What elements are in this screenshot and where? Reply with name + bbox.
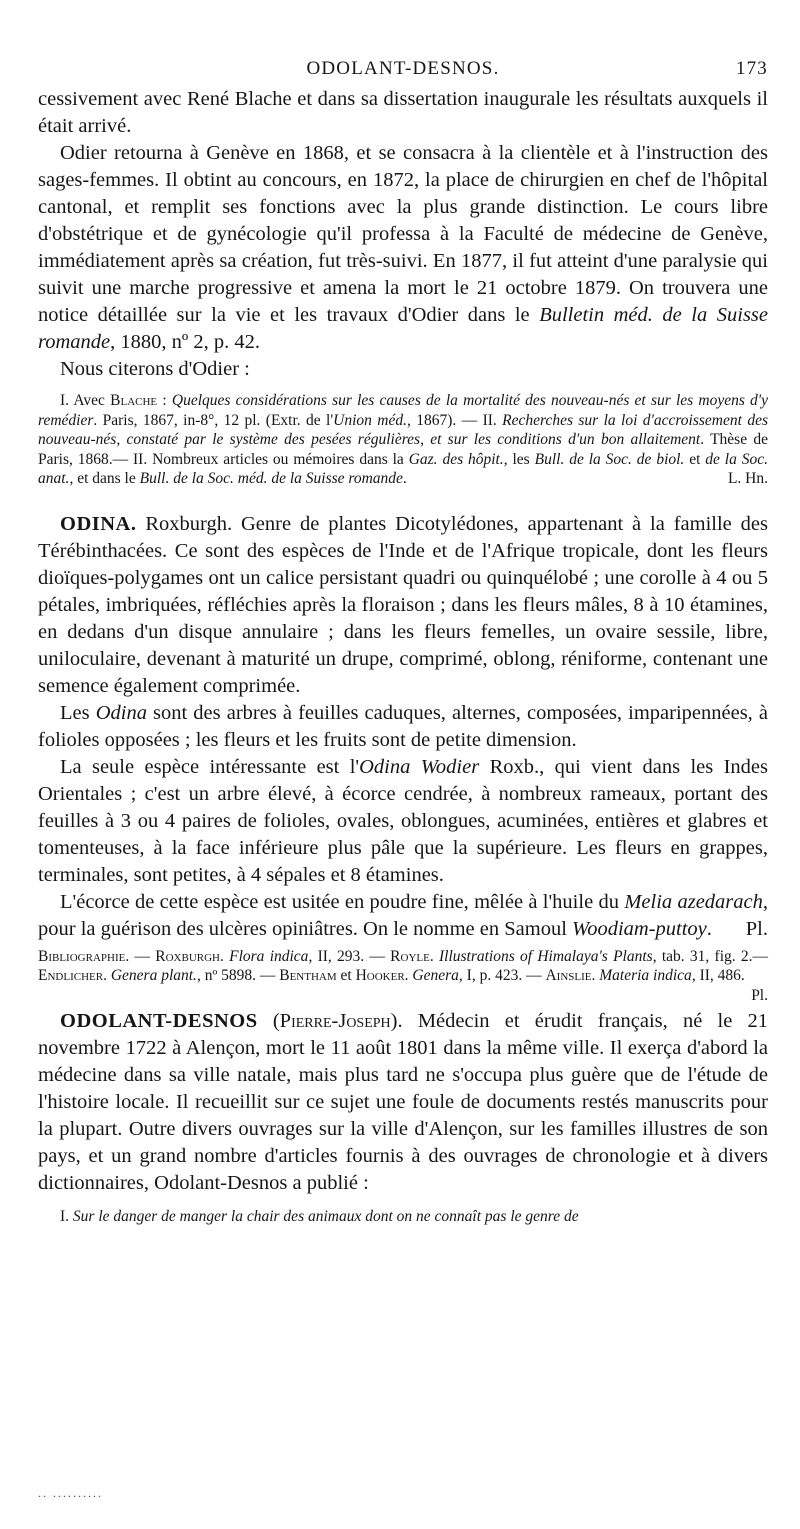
works-text: : (157, 392, 172, 409)
odier-paragraph-1: cessivement avec René Blache et dans sa dissertation inaugurale les résultats auxquels il était arrivé. (38, 88, 768, 137)
odina-paragraph-2 (38, 700, 768, 754)
odier-paragraph-3: Nous citerons d'Odier : (60, 358, 250, 380)
page-number: 173 (735, 58, 768, 79)
odier-p2-text-a: Odier retourna à Genève en 1868, et se consacra à la clientèle et à l'instruction des sages-femmes. Il obtint au concours, en 1872, la place de chirurgien en chef de l'hôpital cantonal, et remplit ses fonctions avec la plus grande distinction. Le cours libre d'obstétrique et de gynécologie qu'il professa à la Faculté de médecine de Genève, immédiatement après sa création, fut très-suivi. En 1877, il fut atteint d'une paralysie qui suivit une marche progressive et amena la mort le 21 octobre 1879. On trouvera une notice détaillée sur la vie et les travaux d'Odier dans le (38, 142, 768, 326)
author-name: Blache (110, 392, 158, 409)
work-title: Recherches sur la loi d'accroissement des nouveau-nés, constaté par le système des pesées régulières, et sur les conditions d'un bon allaitement (38, 411, 768, 448)
vernacular-name: Woodiam-puttoy (572, 917, 707, 940)
work-title: Genera plant. (110, 967, 197, 984)
odier-works-list (38, 391, 768, 489)
genus-name: Odina (95, 701, 147, 724)
odier-journal-title: Bulletin méd. de la Suisse romande (38, 304, 769, 353)
odina-p2-text: sont des arbres à feuilles caduques, alternes, composées, imparipennées, à folioles opposées ; les fleurs et les fruits sont de petite dimension. (38, 701, 768, 751)
odina-entry (38, 511, 768, 943)
odina-headword: ODINA. (60, 512, 137, 535)
odolant-given-name: (Pierre-Joseph). (257, 1009, 403, 1032)
work-title: Flora indica (229, 947, 309, 965)
odier-entry (38, 86, 768, 383)
odina-p1-text: Roxburgh. Genre de plantes Dicotylédones, appartenant à la famille des Térébinthacées. Ce sont des espèces de l'Inde et de l'Afrique tropicale, dont les fleurs dioïques-polygames ont un calice persistant quadri ou quinquélobé ; une corolle à 4 ou 5 pétales, imbriquées, réfléchies après la floraison ; dans les fleurs mâles, 8 à 10 étamines, en dedans d'un disque annulaire ; dans les fleurs femelles, un ovaire sessile, libre, uniloculaire, devenant à maturité un drupe, comprimé, oblong, réniforme, contenant une semence également comprimée. (38, 512, 768, 697)
odolant-headword: ODOLANT-DESNOS (60, 1009, 258, 1032)
odina-p2-text: Les (60, 701, 96, 724)
author-name: Bentham (279, 967, 337, 984)
works-text: , et dans le (69, 470, 140, 487)
author-name: Endlicher. (38, 967, 107, 984)
footer-marks: .. .......... (38, 1486, 103, 1500)
odina-paragraph-1 (38, 511, 768, 700)
odina-p3-text: La seule espèce intéressante est l' (60, 755, 360, 778)
work-title: Quelques considérations sur les causes de la mortalité des nouveau-nés et sur les moyens d'y remédier (38, 392, 768, 429)
odolant-p1-text: Médecin et érudit français, né le 21 novembre 1722 à Alençon, mort le 11 août 1801 dans la même ville. Il exerça d'abord la médecine dans sa ville natale, mais plus tard ne s'occupa plus guère que de l'étude de l'histoire locale. Il recueillit sur ce sujet une foule de documents restés manuscrits pour la plupart. Outre divers ouvrages sur la ville d'Alençon, sur les familles illustres de son pays, et un grand nombre d'articles fournis à des ouvrages de chronologie et à divers dictionnaires, Odolant-Desnos a publié : (38, 1009, 768, 1194)
odolant-paragraph-1 (38, 1008, 768, 1197)
journal-title: Bull. de la Soc. de biol. (534, 450, 685, 468)
journal-title: de la Soc. anat. (38, 450, 768, 487)
works-text: . (402, 470, 407, 487)
running-title: ODOLANT-DESNOS. (306, 58, 500, 79)
journal-title: Union méd. (333, 411, 407, 429)
odina-paragraph-4 (38, 889, 768, 943)
works-text: . Paris, 1867, in-8°, 12 pl. (Extr. de l' (93, 411, 334, 429)
odolant-entry (38, 1008, 768, 1197)
biblio-text: , tab. 31, fig. 2.— (652, 947, 769, 965)
species-name: Odina Wodier (359, 755, 480, 778)
author-name: Hooker. (355, 967, 409, 984)
odina-text-signature: Pl. (745, 917, 768, 940)
work-title: Illustrations of Himalaya's Plants (438, 947, 653, 965)
works-text: . Thèse de Paris, 1868.— II. Nombreux articles ou mémoires dans la (38, 431, 768, 468)
bibliography-label: Bibliographie. (38, 947, 130, 965)
odina-p3-text: Roxb., qui vient dans les Indes Orientales ; c'est un arbre élevé, à écorce cendrée, à nombreux rameaux, portant des feuilles à 3 ou 4 paires de folioles, ovales, oblongues, acuminées, entières et glabres et tomenteuses, à la face inférieure plus pâle que la supérieure. Les fleurs en grappes, terminales, sont petites, à 4 sépales et 8 étamines. (38, 755, 768, 886)
biblio-text: , I, p. 423. — (458, 967, 546, 984)
works-text: et (684, 450, 706, 468)
running-header (38, 58, 768, 86)
biblio-text: , II, 486. (691, 967, 745, 984)
work-title: Sur le danger de manger la chair des animaux dont on ne connaît pas le genre de (72, 1207, 579, 1225)
odier-p2-text-b: , 1880, nº 2, p. 42. (110, 331, 260, 353)
works-text: , 1867). — II. (407, 411, 503, 429)
author-name: Ainslie. (545, 967, 596, 984)
odina-signature: Pl. (751, 986, 768, 1004)
odier-signature: L. Hn. (727, 470, 768, 487)
journal-title: Bull. de la Soc. méd. de la Suisse romande (139, 470, 403, 487)
odina-bibliography (38, 947, 769, 1004)
page (38, 58, 768, 1226)
biblio-text: et (336, 967, 356, 984)
odina-p4-text: , pour la guérison des ulcères opiniâtres. On le nomme en Samoul (38, 890, 768, 940)
odina-p4-text: . (706, 917, 712, 940)
work-title: Materia indica (599, 967, 692, 984)
odina-paragraph-3 (38, 754, 768, 889)
odina-p4-text: L'écorce de cette espèce est usitée en poudre fine, mêlée à l'huile du (60, 890, 625, 913)
odolant-works-list (38, 1207, 768, 1227)
biblio-text: , II, 293. — (308, 947, 391, 965)
journal-title: Gaz. des hôpit. (408, 450, 504, 468)
works-text: , les (503, 450, 535, 468)
biblio-text: , nº 5898. — (196, 967, 280, 984)
odier-paragraph-2 (38, 140, 768, 356)
works-text: I. Avec (60, 392, 111, 409)
work-title: Genera (412, 967, 459, 984)
species-name: Melia azedarach (624, 890, 763, 913)
biblio-text: — (129, 947, 156, 965)
author-name: Roxburgh. (155, 947, 224, 965)
author-name: Royle. (390, 947, 434, 965)
works-text: I. (60, 1207, 73, 1225)
